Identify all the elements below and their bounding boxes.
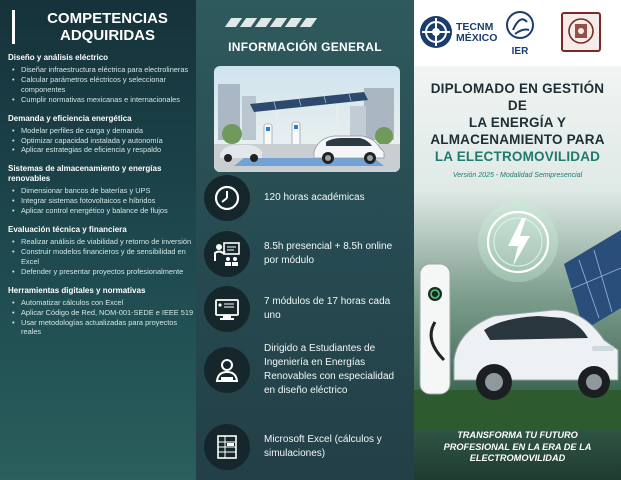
clock-icon <box>204 175 250 221</box>
competencia-item: • Modelar perfiles de carga y demanda <box>12 126 194 136</box>
info-modules-text: 7 módulos de 17 horas cada uno <box>264 296 391 321</box>
competencia-item: • Calcular parámetros eléctricos y seleccionar componentes <box>12 75 194 95</box>
version-text: Versión 2025 - Modalidad Semipresencial <box>452 172 583 179</box>
competencia-list <box>8 186 194 216</box>
teacher-presentation-icon <box>204 231 250 277</box>
competencia-item: • Cumplir normativas mexicanas e internacionales <box>12 95 194 105</box>
decorative-stripes <box>228 18 328 28</box>
competencia-list <box>8 237 194 277</box>
competencia-section-title: Sistemas de almacenamiento y energías renovables <box>8 164 162 184</box>
competencia-item: • Diseñar infraestructura eléctrica para electrolineras <box>12 65 194 75</box>
informacion-general-title: INFORMACIÓN GENERAL <box>228 40 382 54</box>
info-row-audience <box>204 342 410 398</box>
cover-panel <box>414 0 621 480</box>
info-audience-text: Dirigido a Estudiantes de Ingeniería en Energías Renovables con especialidad en diseño eléctrico <box>264 343 395 396</box>
competencia-section <box>8 286 194 338</box>
charging-station-image <box>214 66 400 172</box>
tecnm-logo: TECNM MÉXICO <box>418 10 504 60</box>
institution-seal-logo <box>561 12 601 52</box>
competencia-item: • Aplicar estrategias de eficiencia y respaldo <box>12 145 194 155</box>
competencia-section-title: Demanda y eficiencia energética <box>8 113 132 123</box>
info-row-software <box>204 424 410 470</box>
tagline: TRANSFORMA TU FUTURO PROFESIONAL EN LA ERA DE LA ELECTROMOVILIDAD <box>443 430 592 463</box>
info-row-hours <box>204 175 410 221</box>
competencia-item: • Automatizar cálculos con Excel <box>12 298 194 308</box>
competencia-item: • Aplicar Código de Red, NOM-001-SEDE e IEEE 519 <box>12 308 194 318</box>
info-row-modules <box>204 286 410 332</box>
competencia-item: • Usar metodologías actualizadas para proyectos reales <box>12 318 194 338</box>
competencia-list <box>8 65 194 105</box>
competencia-section-title: Herramientas digitales y normativas <box>8 285 146 295</box>
student-person-icon <box>204 347 250 393</box>
competencia-list <box>8 298 194 338</box>
competencia-section-title: Diseño y análisis eléctrico <box>8 53 109 62</box>
competencia-section-title: Evaluación técnica y financiera <box>8 225 127 235</box>
spreadsheet-icon <box>204 424 250 470</box>
competencia-item: • Integrar sistemas fotovoltaicos e híbridos <box>12 196 194 206</box>
competencia-item: • Defender y presentar proyectos profesionalmente <box>12 267 194 277</box>
competencias-title: COMPETENCIAS ADQUIRIDAS <box>12 10 192 44</box>
info-hours-text: 120 horas académicas <box>264 192 365 203</box>
info-modality-text: 8.5h presencial + 8.5h online por módulo <box>264 241 393 266</box>
competencia-section <box>8 225 194 277</box>
logos-bar <box>414 10 621 60</box>
competencia-item: • Realizar análisis de viabilidad y retorno de inversión <box>12 237 194 247</box>
competencia-item: • Dimensionar bancos de baterías y UPS <box>12 186 194 196</box>
competencia-item: • Aplicar control energético y balance de flujos <box>12 206 194 216</box>
ev-charger-illustration <box>414 190 621 430</box>
competencia-section <box>8 164 194 216</box>
ier-logo: IER <box>502 10 538 60</box>
computer-lesson-icon <box>204 286 250 332</box>
informacion-general-panel <box>196 0 414 480</box>
competencia-section <box>8 53 194 105</box>
competencia-list <box>8 126 194 156</box>
competencia-item: • Construir modelos financieros y de sensibilidad en Excel <box>12 247 194 267</box>
competencia-section <box>8 114 194 156</box>
competencias-sections <box>8 53 194 346</box>
info-software-text: Microsoft Excel (cálculos y simulaciones) <box>264 434 382 459</box>
competencia-item: • Optimizar capacidad instalada y autonomía <box>12 136 194 146</box>
diplomado-title: DIPLOMADO EN GESTIÓN DE LA ENERGÍA Y ALMACENAMIENTO PARA LA ELECTROMOVILIDAD <box>430 81 605 164</box>
competencias-panel <box>0 0 196 480</box>
info-row-modality <box>204 231 410 277</box>
